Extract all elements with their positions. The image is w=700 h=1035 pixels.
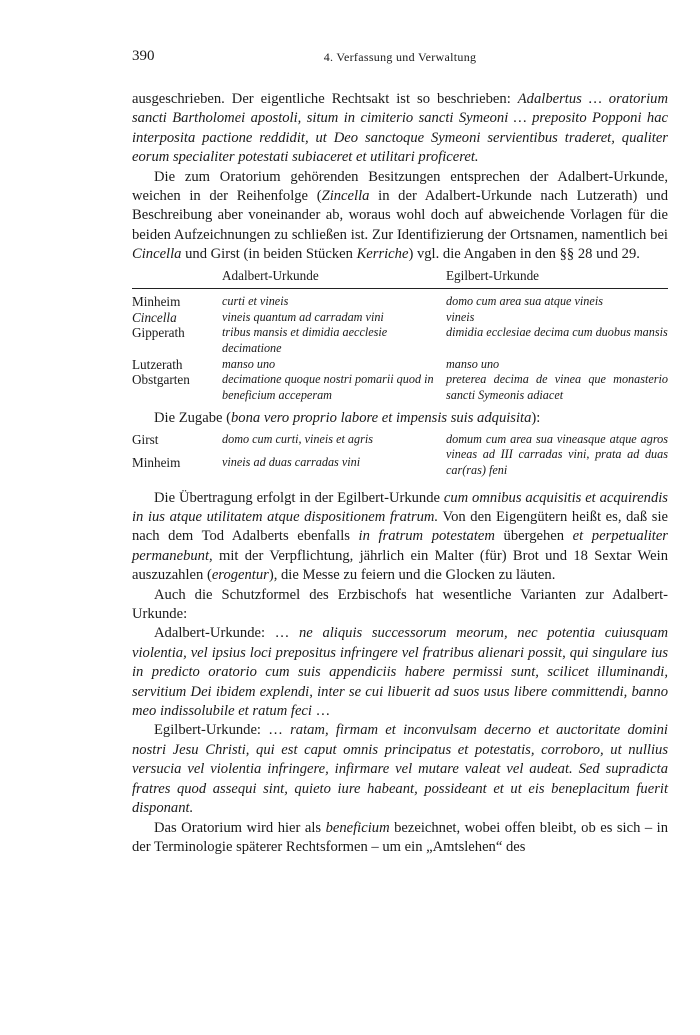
- table-row: [132, 372, 668, 403]
- running-title: 4. Verfassung und Verwaltung: [323, 50, 477, 64]
- adalbert-entry: curti et vineis: [222, 294, 289, 309]
- place-name: Obstgarten: [132, 372, 190, 388]
- adalbert-entry: vineis ad duas carradas vini: [222, 455, 361, 470]
- paragraph-6: Egilbert-Urkunde: … ratam, firmam et inconvulsam decerno et auctoritate domini nostri Jesu Christi, qui est caput omnis principatus et potestatis, corroboro, ut nullius versucia vel violentia infringere, infirmare vel mutare valeat vel audeat. Sed supradicta fratres quod assequi sint, quieto iure habeant, possideant et ut eis beneplacitum fuerit disponant.: [132, 722, 668, 817]
- adalbert-entry: vineis quantum ad carradam vini: [222, 309, 384, 324]
- table-row: [132, 432, 668, 455]
- table-row: [132, 294, 668, 310]
- book-page: [132, 48, 668, 857]
- place-name: Gipperath: [132, 325, 185, 341]
- running-head: [132, 48, 668, 70]
- adalbert-entry: domo cum curti, vineis et agris: [222, 431, 373, 446]
- place-name: Minheim: [132, 455, 181, 471]
- paragraph-2: Die zum Oratorium gehörenden Besitzungen entsprechen der Adalbert-Urkunde, weichen in der Reihenfolge (Zincella in der Adalbert-Urkunde nach Lutzerath) und Beschreibung aber voneinander ab, woraus wohl doch auf abweichende Vorlagen für die beiden Aufzeichnungen zu schließen ist. Zur Identifizierung der Ortsnamen, namentlich bei Cincella und Girst (in beiden Stücken Kerriche) vgl. die Angaben in den §§ 28 und 29.: [132, 168, 668, 263]
- paragraph-1: ausgeschrieben. Der eigentliche Rechtsakt ist so beschrieben: Adalbertus … oratorium sancti Bartholomei apostoli, situm in cimiterio sancti Symeoni … preposito Popponi hac interposita pactione reddidit, ut Deo sanctoque Symeoni servientibus traderet, qualiter eorum specialiter potestati subiaceret et utilitari proficeret.: [132, 91, 668, 166]
- egilbert-entry: dimidia ecclesiae decima cum duobus mansis: [446, 325, 668, 340]
- egilbert-entry: domo cum area sua atque vineis: [446, 294, 603, 309]
- adalbert-entry: decimatione quoque nostri pomarii quod in beneficium acceperam: [222, 372, 434, 402]
- zugabe-table: [132, 432, 668, 479]
- paragraph-7: Das Oratorium wird hier als beneficium bezeichnet, wobei offen bleibt, ob es sich – in der Terminologie späterer Rechtsformen – um ein „Amtslehen“ des: [132, 819, 668, 855]
- zugabe-line: Die Zugabe (bona vero proprio labore et impensis suis adquisita):: [154, 410, 541, 427]
- table-row: [132, 357, 668, 373]
- adalbert-entry: tribus mansis et dimidia aecclesie decimatione: [222, 325, 388, 356]
- place-name: Cincella: [132, 309, 177, 325]
- paragraph-4: Auch die Schutzformel des Erzbischofs hat wesentliche Varianten zur Adalbert-Urkunde:: [132, 586, 668, 623]
- adalbert-entry: manso uno: [222, 356, 276, 371]
- paragraph-3: Die Übertragung erfolgt in der Egilbert-Urkunde cum omnibus acquisitis et acquirendis in ius atque utilitatem atque dispositionem fratrum. Von den Eigengütern heißt es, daß sie nach dem Tod Adalberts ebenfalls in fratrum potestatem übergehen et perpetualiter permanebunt, mit der Verpflichtung, jährlich ein Malter (für) Brot und 18 Sextar Wein auszuzahlen (erogentur), die Messe zu feiern und die Glocken zu läuten.: [132, 489, 668, 584]
- column-header-egilbert: Egilbert-Urkunde: [446, 267, 540, 283]
- column-header-adalbert: Adalbert-Urkunde: [222, 267, 319, 283]
- comparison-table: [132, 268, 668, 404]
- egilbert-entry: manso uno: [446, 356, 500, 371]
- egilbert-entry: domum cum area sua vineasque atque agros vineas ad III carradas vini, prata ad duas car(ras) feni: [446, 431, 668, 477]
- egilbert-entry: preterea decima de vinea que monasterio sancti Symeonis adiacet: [446, 372, 668, 402]
- page-number: 390: [132, 48, 155, 64]
- place-name: Lutzerath: [132, 356, 183, 372]
- place-name: Minheim: [132, 294, 181, 310]
- table-header-row: [132, 268, 668, 289]
- table-row: [132, 310, 668, 326]
- paragraph-5: Adalbert-Urkunde: … ne aliquis successorum meorum, nec potentia cuiusquam violentia, vel ipsius loci prepositus infringere vel fratribus alienari possit, qui singulare ius in predicto oratorio cum suis appendiciis habere permissi sunt, scilicet illuminandi, servitium Dei ibidem explendi, inter se cui libuerit ad suos usus libere committendi, banno meo indissolubile et ratum feci …: [132, 625, 668, 720]
- egilbert-entry: vineis: [446, 309, 475, 324]
- table-row: [132, 325, 668, 356]
- place-name: Girst: [132, 431, 159, 447]
